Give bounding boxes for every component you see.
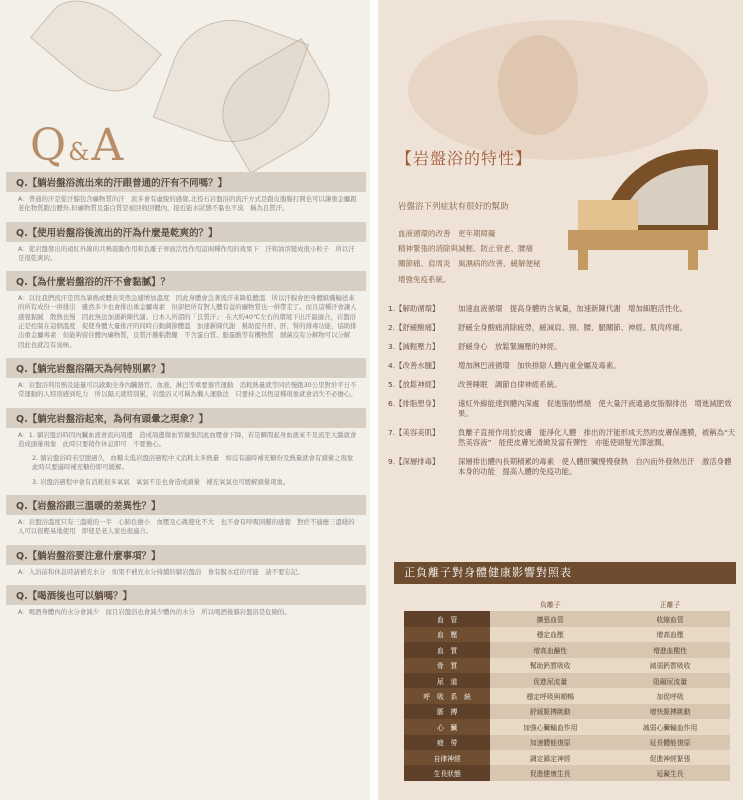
table-header-cell: 負離子 [540,600,561,609]
table-row [404,658,730,673]
table-cell: 促進神經緊張 [610,750,730,765]
table-cell: 增進血酸性 [610,642,730,657]
table-cell: 舒緩脈搏跳動 [490,704,610,719]
flower-petal-decoration [30,0,162,110]
features-panel [378,0,743,800]
table-cell: 疲 勞 [404,735,490,750]
effect-item [388,323,738,333]
effect-item [388,361,738,371]
effect-label: 5.【放鬆神經】 [388,380,440,389]
effect-label: 7.【美容美肌】 [388,428,440,437]
intro-text: 岩盤浴下列症狀有很好的幫助 [398,202,509,212]
answer-text: A：喝酒身體內的水分會減少 而且岩盤浴也會減少體內的水分 所以喝酒後躺岩盤浴是危險的。 [18,607,291,616]
qa-item [6,545,366,579]
table-row [404,704,730,719]
table-row [404,765,730,780]
effect-item [388,380,738,390]
effect-item [388,342,738,352]
table-cell: 減弱心臟輸血作用 [610,719,730,734]
table-cell: 血 管 [404,611,490,626]
symptom-item: 增強免疫系統。 [398,274,451,284]
title-a: A [91,120,126,171]
effect-label: 3.【減輕壓力】 [388,342,440,351]
question-bar: Q.【喝酒後也可以躺嗎？】 [6,585,366,605]
table-header-cell [404,596,490,611]
answer-text: A：以往我們流汗是因為暑熱或體表突然急遽增加溫度 因此身體會急著流汗來降低體溫 所以汗腺會把身體組織輸送來的所有成份一併排出 雖然多少也會排出重金屬毒素 但卻把所有對人體有益的礦物質也一併帶走了。而且這種汗會讓人感覺黏膩 散熱也慢 因此無法加速新陳代謝。日本人所謂的「良質汗」 在大約40℃左右的環境下出汗最適合，岩盤浴正是控制在這個溫度 促使身體大量排汗的同時自動調節體溫 加速新陳代謝 幫助提升肝、肝、腎的排毒功能，協助排出重金屬毒素 但能夠留住體內礦物質，良質汗難粘散鍵 不含蛋白質、脂蛋酸等有機物質 細菌沒有分解物可以分解 因此也就沒有臭味。 [18,294,357,349]
table-cell: 延礙生長 [610,765,730,780]
table-row [404,627,730,642]
qa-panel [0,0,370,800]
effect-text: 加速血液循環 提高身體的含氧量，加速新陳代謝 增加細胞活性化。 [458,304,688,313]
effect-text: 負離子直接作用於皮膚 能淨化人體 排出的汗能形成天然的皮膚保護膜，被稱為“天然美容液” 能使皮膚光滑緻及富有彈性 亦能使頭髮光澤滋潤。 [458,428,736,447]
effect-label: 1.【解助循環】 [388,304,440,313]
table-cell: 穩定呼吸與順暢 [490,688,610,703]
effect-label: 6.【排脂塑身】 [388,399,440,408]
page-title [30,120,125,171]
question-bar: Q.【躺完岩盤浴隔天為何特別累？】 [6,358,366,378]
table-cell: 阻礙尿流量 [610,673,730,688]
table-cell: 加促呼吸 [610,688,730,703]
question-bar: Q.【躺岩盤浴流出來的汗跟普通的汗有不同嗎？】 [6,172,366,192]
table-row [404,719,730,734]
table-cell: 減弱鈣質吸收 [610,658,730,673]
symptom-item: 關節痛、肩周炎 風濕病的改善、緩解便秘 [398,259,541,269]
table-cell: 幫助鈣質吸收 [490,658,610,673]
title-q: Q [30,120,69,171]
table-cell: 尿 道 [404,673,490,688]
answer-text: 3. 岩盤浴過程中會有消耗很多氧氣 氧氣不足也會造成頭暈 補充氧氣也可緩解頭暈現象。 [32,477,290,486]
table-cell: 自律神經 [404,750,490,765]
table-row [404,611,730,626]
answer-text: A：入浴前和休息時請補充水分 如果不補充水分持續的躺岩盤浴 會有脫水症的可能 請不要忘記。 [18,567,304,576]
table-cell: 加強心臟輸血作用 [490,719,610,734]
effect-item [388,457,738,477]
table-cell: 增高血壓 [610,627,730,642]
qa-item [6,585,366,619]
table-cell: 擴張血管 [490,611,610,626]
table-cell: 脈 搏 [404,704,490,719]
qa-item [6,172,366,216]
table-cell: 血 質 [404,642,490,657]
answer-text: A：岩盤浴溫度只有三溫暖的一半 心肺負擔小 血壓及心跳變化不大 也不會有呼吸困難的感覺 對於不適應三溫暖的人可以很輕易地使用 即使是老人家也很適合。 [18,518,355,536]
question-bar: Q.【躺完岩盤浴起來，為何有頭暈之現象？】 [6,408,366,428]
table-cell: 骨 質 [404,658,490,673]
answer-text: A：普通的汗是從汗腺包含礦物質的汗 流多會有虛脫的感覺,北投石岩盤浴的流汗方式是跟皮脂腺打開也可以讓重金屬跟老化物質跑出體外,但礦物質及蛋白質是被回收回體內，接近能水狀態不黏也不臭 稱為良質汗。 [18,195,357,213]
table-cell: 調定鎮定神經 [490,750,610,765]
qa-item [6,222,366,266]
effect-label: 9.【深層排毒】 [388,457,440,466]
answer-text: A：1. 躺岩盤浴時因內臟血液會流向周邊 造成周邊微血管擴張因此血壓會下降，若是瞬間起身血液來不及流至大腦就會造成頭暈現象 此時只要稍作休息即可 不要擔心。 [18,430,357,448]
qa-item [6,495,366,539]
table-row [404,673,730,688]
effect-text: 改善睡眠 調節自律神經系統。 [458,380,562,389]
table-cell: 增快脈搏跳動 [610,704,730,719]
table-title: 正負離子對身體健康影響對照表 [394,562,736,584]
question-bar: Q.【岩盤浴跟三溫暖的差異性？】 [6,495,366,515]
effect-text: 舒緩身心 放鬆緊繃壓的神經。 [458,342,562,351]
effect-label: 4.【改善水腫】 [388,361,440,370]
effect-item [388,428,738,448]
effect-item [388,399,738,419]
symptom-list [398,226,628,287]
table-header-cell: 正離子 [659,600,681,609]
qa-item [6,271,366,352]
answer-text: A：岩盤浴利用熱及能量可以啟動全身內臟器官、血液、淋巴等重要器官運動 消耗熱量就等同於慢跑30公里對於平日不常運動的人特別感到吃力 所以隔天就特別累，岩盤浴又可稱為懶人運動法 只要持之以恆這種現象就會消失不必擔心。 [18,380,357,399]
table-cell: 呼 吸 系 統 [404,688,490,703]
table-row [404,735,730,750]
page-divider [370,0,378,800]
table-cell: 促進健康生長 [490,765,610,780]
table-cell: 增高血鹼性 [490,642,610,657]
title-amp: & [68,138,92,166]
symptom-item: 精神緊張的消除與減輕、防止衰老、腰痛 [398,244,533,254]
table-header-row [404,596,730,611]
ion-comparison-table [404,596,730,781]
effects-list [388,304,738,486]
answer-text: A：從岩盤發出的遠紅外線的共鳴震動作用和負離子界面活性作用這兩種作用的效果下 汗和油溶變成很小粒子 所以汗是很乾爽的。 [18,244,355,262]
question-bar: Q.【使用岩盤浴後流出的汗為什麼是乾爽的？】 [6,222,366,242]
effect-text: 遠紅外線能達到體內深處 促進脂肪燃燒 使大量汗液通過皮脂腺排出 增進減肥效果。 [458,399,732,418]
table-cell: 穩定血壓 [490,627,610,642]
symptom-item: 血液循環的改善 更年期障礙 [398,229,496,238]
table-cell: 血 壓 [404,627,490,642]
table-cell: 促進尿流量 [490,673,610,688]
answer-text: 2. 躺岩盤浴時若空腹過久 血糖太低岩盤浴過程中又消耗太多熱量 如沒有適時補充糖份及熱量就會有頭暈之現象 此時只要適時補充糖份即可緩解。 [32,454,360,472]
table-cell: 心 臟 [404,719,490,734]
qa-list [6,172,366,625]
effect-text: 舒緩全身酸痛消除疲勞，緩減肩、頸、腰、腿關節、神經、肌肉疼痛。 [458,323,688,332]
effect-label: 2.【舒緩酸痛】 [388,323,440,332]
table-cell: 延長體能復原 [610,735,730,750]
question-bar: Q.【為什麼岩盤浴的汗不會黏膩】？ [6,271,366,291]
effect-item [388,304,738,314]
qa-item [6,358,366,402]
table-cell: 收縮血管 [610,611,730,626]
table-row [404,750,730,765]
features-title: 【岩盤浴的特性】 [396,149,533,168]
qa-item [6,408,366,489]
effect-text: 增加淋巴液循環 加快排除人體內重金屬及毒素。 [458,361,621,370]
table-cell: 加速體能復原 [490,735,610,750]
question-bar: Q.【躺岩盤浴要注意什麼事項？】 [6,545,366,565]
effect-text: 深層排出體內長期積累的毒素 使人體肝臟慢慢發熱 自內而外發熱出汗 激活身體本身的功能 提高人體的免疫功能。 [458,457,732,476]
table-row [404,642,730,657]
table-cell: 生長狀態 [404,765,490,780]
table-row [404,688,730,703]
